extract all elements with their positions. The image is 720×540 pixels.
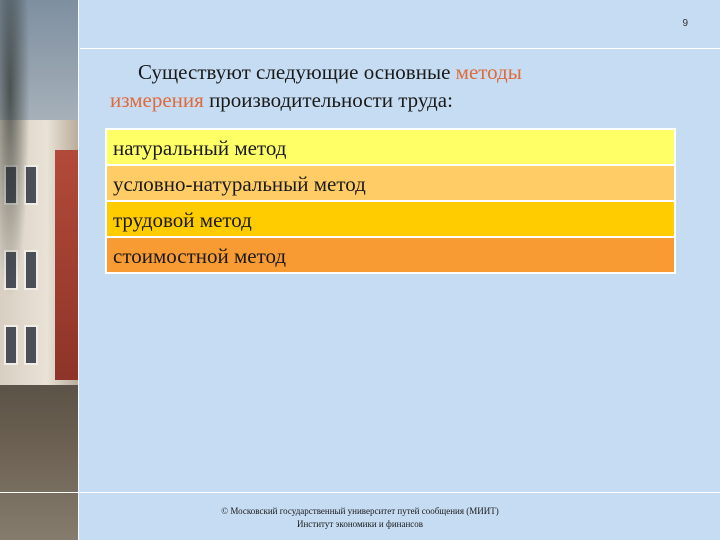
photo-red-facade bbox=[55, 150, 78, 380]
method-cost: стоимостной метод bbox=[107, 238, 674, 272]
intro-text-part: Существуют следующие основные bbox=[138, 60, 456, 84]
intro-text-part: производительности труда: bbox=[203, 88, 453, 112]
method-natural: натуральный метод bbox=[107, 130, 674, 164]
footer-line: © Московский государственный университет путей сообщения (МИИТ) bbox=[221, 506, 499, 516]
divider-vertical bbox=[78, 0, 79, 540]
intro-highlight: методы bbox=[455, 60, 522, 84]
photo-tree bbox=[0, 0, 30, 300]
intro-text bbox=[110, 58, 610, 114]
divider-bottom bbox=[0, 492, 720, 493]
method-labor: трудовой метод bbox=[107, 202, 674, 236]
page-number: 9 bbox=[682, 18, 688, 29]
footer-line: Институт экономики и финансов bbox=[296, 519, 424, 529]
photo-window bbox=[24, 325, 38, 365]
photo-ground bbox=[0, 385, 78, 540]
building-photo bbox=[0, 0, 78, 540]
method-conditional-natural: условно-натуральный метод bbox=[107, 166, 674, 200]
intro-highlight: измерения bbox=[110, 88, 204, 112]
divider-top bbox=[80, 48, 720, 49]
footer-copyright bbox=[180, 505, 540, 531]
methods-list bbox=[105, 128, 676, 274]
photo-window bbox=[4, 325, 18, 365]
